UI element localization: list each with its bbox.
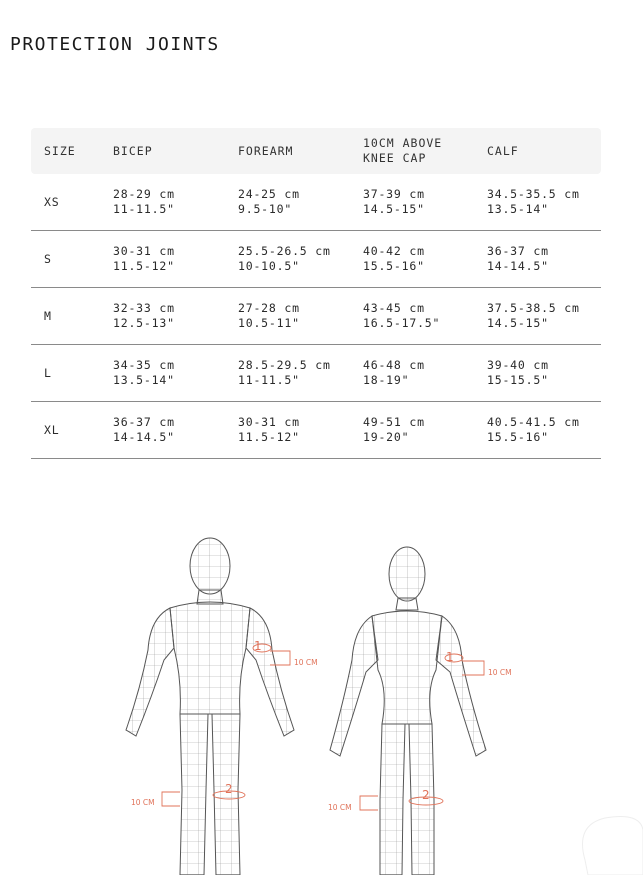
knee-cm: 40-42 cm — [363, 244, 425, 258]
female-left-arm — [330, 616, 378, 756]
forearm-in: 10-10.5" — [238, 259, 300, 273]
knee-cm: 37-39 cm — [363, 187, 425, 201]
calf-cell — [487, 187, 601, 217]
bicep-in: 11-11.5" — [113, 202, 175, 216]
female-arm-measure: 10 CM — [488, 668, 512, 677]
female-neck — [396, 598, 418, 610]
bicep-cell — [113, 244, 238, 274]
page-title: PROTECTION JOINTS — [10, 34, 220, 55]
header-knee-line2: KNEE CAP — [363, 151, 427, 165]
female-head — [389, 547, 425, 601]
calf-in: 13.5-14" — [487, 202, 549, 216]
calf-cm: 40.5-41.5 cm — [487, 415, 580, 429]
female-arm-bracket — [462, 661, 484, 675]
bicep-cell — [113, 358, 238, 388]
bicep-in: 11.5-12" — [113, 259, 175, 273]
header-bicep: BICEP — [113, 144, 153, 158]
forearm-cell — [238, 187, 363, 217]
bicep-cm: 30-31 cm — [113, 244, 175, 258]
male-left-arm — [126, 608, 174, 736]
forearm-cm: 27-28 cm — [238, 301, 300, 315]
female-marker-2: 2 — [422, 788, 430, 802]
knee-cm: 46-48 cm — [363, 358, 425, 372]
male-leg-measure: 10 CM — [131, 798, 155, 807]
female-figure — [330, 547, 486, 875]
forearm-cm: 24-25 cm — [238, 187, 300, 201]
header-size: SIZE — [44, 144, 76, 158]
size-cell: L — [44, 366, 52, 380]
table-header — [31, 128, 601, 174]
knee-cell — [363, 358, 487, 388]
calf-cm: 37.5-38.5 cm — [487, 301, 580, 315]
forearm-cell — [238, 358, 363, 388]
forearm-in: 9.5-10" — [238, 202, 293, 216]
size-cell: M — [44, 309, 52, 323]
calf-in: 14-14.5" — [487, 259, 549, 273]
bicep-cm: 28-29 cm — [113, 187, 175, 201]
bicep-in: 13.5-14" — [113, 373, 175, 387]
male-figure — [126, 538, 294, 875]
male-arm-measure: 10 CM — [294, 658, 318, 667]
bicep-cm: 36-37 cm — [113, 415, 175, 429]
forearm-in: 10.5-11" — [238, 316, 300, 330]
calf-cm: 36-37 cm — [487, 244, 549, 258]
knee-cell — [363, 187, 487, 217]
header-knee-line1: 10CM ABOVE — [363, 136, 443, 150]
female-leg-bracket — [360, 796, 378, 810]
knee-cell — [363, 301, 487, 331]
size-table — [31, 128, 601, 459]
table-row — [31, 288, 601, 345]
table-row — [31, 345, 601, 402]
female-left-leg — [380, 724, 405, 875]
forearm-cell — [238, 244, 363, 274]
knee-in: 16.5-17.5" — [363, 316, 441, 330]
knee-in: 14.5-15" — [363, 202, 425, 216]
male-left-leg — [180, 714, 208, 875]
forearm-in: 11-11.5" — [238, 373, 300, 387]
female-marker-1: 1 — [446, 650, 454, 664]
size-cell: S — [44, 252, 52, 266]
male-head — [190, 538, 230, 594]
forearm-cell — [238, 301, 363, 331]
male-marker-2: 2 — [225, 782, 233, 796]
header-calf: CALF — [487, 144, 519, 158]
male-right-arm — [246, 608, 294, 736]
female-torso — [372, 611, 442, 724]
body-diagram — [0, 500, 643, 875]
calf-cell — [487, 301, 601, 331]
calf-cell — [487, 358, 601, 388]
knee-cm: 49-51 cm — [363, 415, 425, 429]
bicep-cm: 32-33 cm — [113, 301, 175, 315]
calf-in: 15-15.5" — [487, 373, 549, 387]
knee-cell — [363, 415, 487, 445]
header-knee — [363, 136, 487, 166]
calf-cm: 39-40 cm — [487, 358, 549, 372]
bicep-cm: 34-35 cm — [113, 358, 175, 372]
forearm-cm: 25.5-26.5 cm — [238, 244, 331, 258]
calf-in: 15.5-16" — [487, 430, 549, 444]
calf-cell — [487, 415, 601, 445]
knee-cm: 43-45 cm — [363, 301, 425, 315]
male-marker-1: 1 — [254, 639, 262, 653]
bicep-cell — [113, 415, 238, 445]
knee-in: 19-20" — [363, 430, 410, 444]
forearm-cell — [238, 415, 363, 445]
knee-in: 18-19" — [363, 373, 410, 387]
calf-cell — [487, 244, 601, 274]
bicep-cell — [113, 301, 238, 331]
female-right-arm — [436, 616, 486, 756]
knee-in: 15.5-16" — [363, 259, 425, 273]
forearm-cm: 28.5-29.5 cm — [238, 358, 331, 372]
table-row — [31, 231, 601, 288]
bicep-in: 12.5-13" — [113, 316, 175, 330]
header-forearm: FOREARM — [238, 144, 294, 158]
corner-blob — [583, 817, 643, 875]
table-row — [31, 174, 601, 231]
forearm-in: 11.5-12" — [238, 430, 300, 444]
male-leg-bracket — [162, 792, 180, 806]
calf-in: 14.5-15" — [487, 316, 549, 330]
size-cell: XS — [44, 195, 60, 209]
bicep-in: 14-14.5" — [113, 430, 175, 444]
bicep-cell — [113, 187, 238, 217]
male-torso — [170, 602, 250, 714]
size-cell: XL — [44, 423, 60, 437]
calf-cm: 34.5-35.5 cm — [487, 187, 580, 201]
female-leg-measure: 10 CM — [328, 803, 352, 812]
forearm-cm: 30-31 cm — [238, 415, 300, 429]
table-row — [31, 402, 601, 459]
knee-cell — [363, 244, 487, 274]
